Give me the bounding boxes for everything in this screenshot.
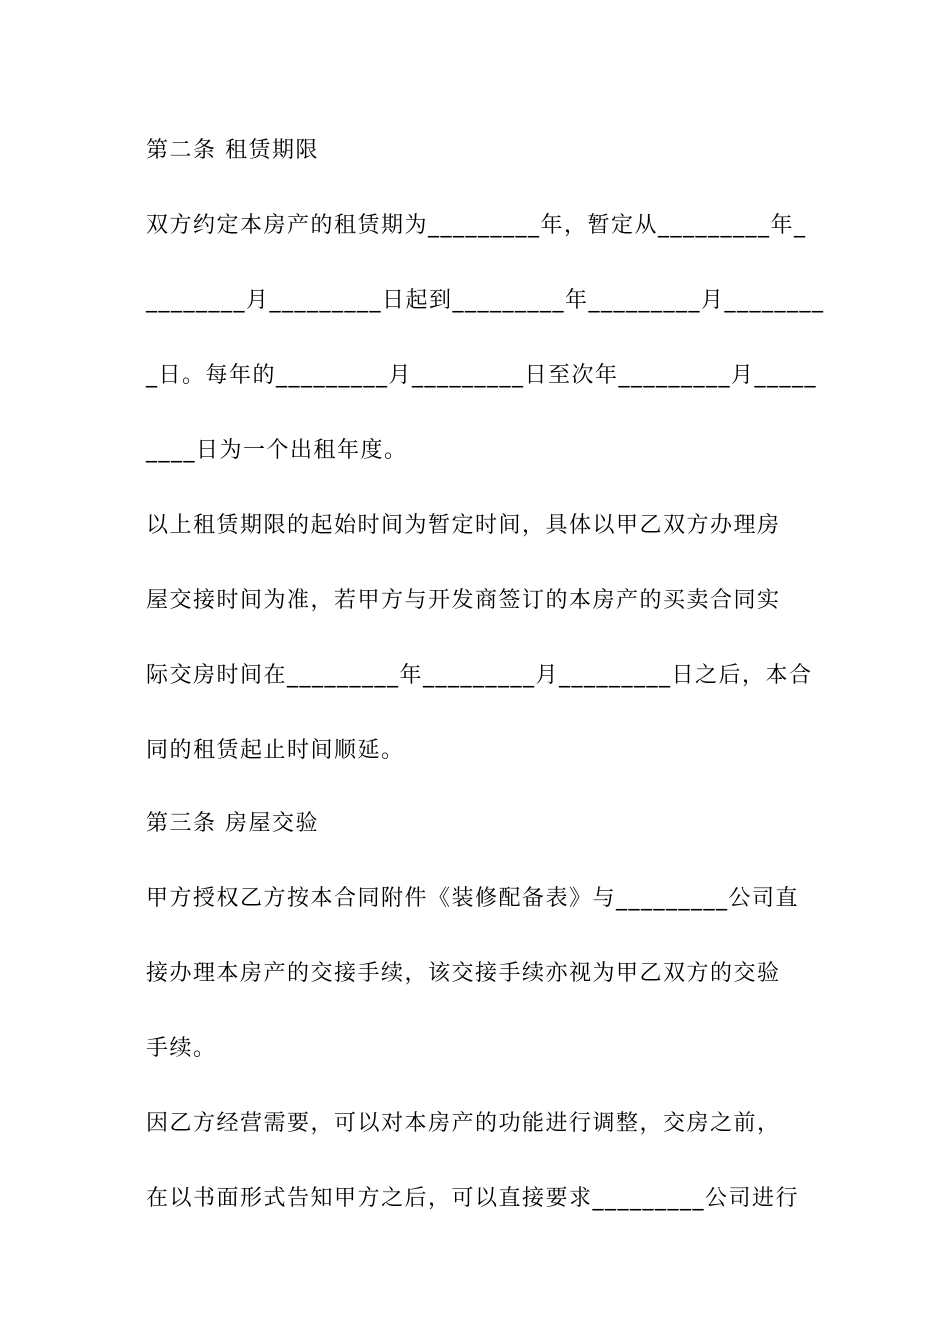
paragraph-line: ________月_________日起到_________年_________月________ bbox=[146, 288, 825, 313]
paragraph-line: 同的租赁起止时间顺延。 bbox=[146, 738, 405, 763]
paragraph-line: 手续。 bbox=[146, 1036, 217, 1061]
paragraph-line: 在以书面形式告知甲方之后，可以直接要求_________公司进行 bbox=[146, 1186, 800, 1211]
paragraph-line: 甲方授权乙方按本合同附件《装修配备表》与_________公司直 bbox=[146, 886, 800, 911]
paragraph-line: 屋交接时间为准，若甲方与开发商签订的本房产的买卖合同实 bbox=[146, 588, 781, 613]
paragraph-line: _日。每年的_________月_________日至次年_________月_____ bbox=[146, 363, 818, 388]
section-heading-lease-term: 第二条 租赁期限 bbox=[146, 138, 319, 163]
paragraph-line: 接办理本房产的交接手续，该交接手续亦视为甲乙双方的交验 bbox=[146, 961, 781, 986]
paragraph-line: 因乙方经营需要，可以对本房产的功能进行调整，交房之前， bbox=[146, 1111, 781, 1136]
paragraph-line: 以上租赁期限的起始时间为暂定时间，具体以甲乙双方办理房 bbox=[146, 513, 781, 538]
paragraph-line: 双方约定本房产的租赁期为_________年，暂定从_________年_ bbox=[146, 213, 807, 238]
paragraph-line: 际交房时间在_________年_________月_________日之后，本合 bbox=[146, 663, 813, 688]
paragraph-line: ____日为一个出租年度。 bbox=[146, 438, 408, 463]
section-heading-house-inspection: 第三条 房屋交验 bbox=[146, 811, 319, 836]
